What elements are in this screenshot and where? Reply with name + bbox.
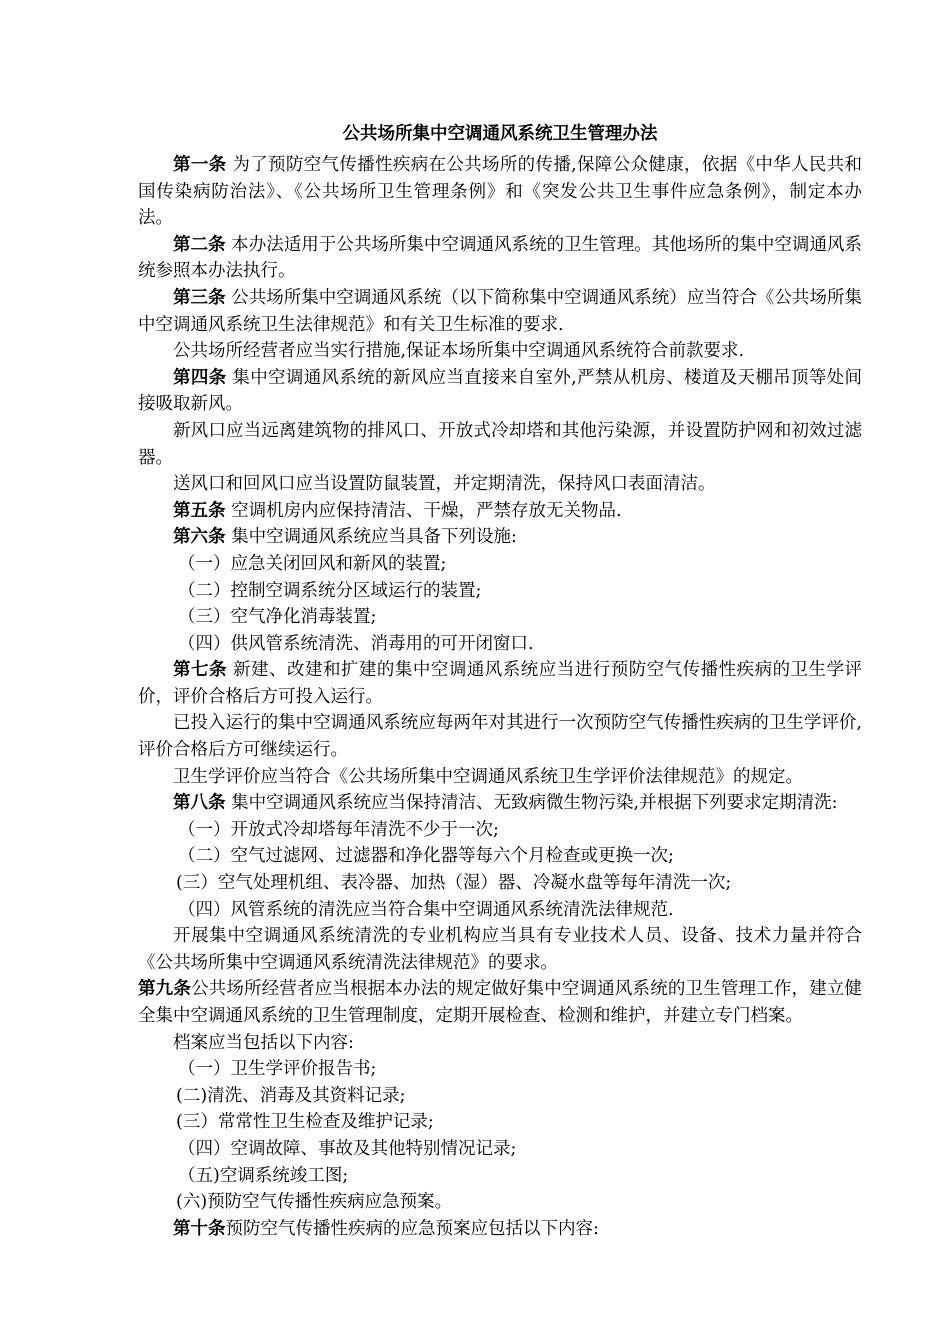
article-label: 第三条	[173, 287, 226, 308]
article-5	[138, 498, 862, 525]
article-text: 新建、改建和扩建的集中空调通风系统应当进行预防空气传播性疾病的卫生学评价，评价合格后方可投入运行。	[138, 660, 863, 707]
paragraph: 送风口和回风口应当设置防鼠装置，并定期清洗，保持风口表面清洁。	[173, 474, 716, 495]
article-label: 第七条	[173, 660, 227, 681]
paragraph: 开展集中空调通风系统清洗的专业机构应当具有专业技术人员、设备、技术力量并符合《公共场所集中空调通风系统清洗法律规范》的要求。	[138, 926, 862, 973]
list-item: （五)空调系统竣工图;	[178, 1165, 349, 1186]
list-item: （一）卫生学评价报告书;	[178, 1059, 377, 1080]
article-text: 本办法适用于公共场所集中空调通风系统的卫生管理。其他场所的集中空调通风系统参照本办法执行。	[138, 234, 863, 282]
paragraph: 卫生学评价应当符合《公共场所集中空调通风系统卫生学评价法律规范》的规定。	[173, 766, 803, 787]
article-text: 公共场所集中空调通风系统（以下简称集中空调通风系统）应当符合《公共场所集中空调通风系统卫生法律规范》和有关卫生标准的要求.	[138, 287, 863, 335]
article-6	[138, 524, 862, 551]
article-label: 第五条	[173, 500, 226, 521]
paragraph: 公共场所经营者应当实行措施,保证本场所集中空调通风系统符合前款要求.	[173, 341, 745, 362]
list-item: （四）供风管系统清洗、消毒用的可开闭窗口.	[178, 633, 534, 654]
article-text: 集中空调通风系统应当具备下列设施:	[225, 527, 517, 548]
list-item: （二）控制空调系统分区域运行的装置;	[178, 580, 482, 601]
list-item: (三）空气处理机组、表冷器、加热（湿）器、冷凝水盘等每年清洗一次;	[176, 873, 732, 894]
article-label: 第一条	[173, 155, 227, 175]
list-item: （三）空气净化消毒装置;	[178, 607, 377, 628]
article-10	[138, 1216, 862, 1243]
article-4	[138, 365, 862, 418]
article-label: 第二条	[173, 234, 226, 255]
document-title: 公共场所集中空调通风系统卫生管理办法	[342, 124, 658, 144]
list-item: (六)预防空气传播性疾病应急预案。	[176, 1192, 453, 1213]
list-item: (二)清洗、消毒及其资料记录;	[176, 1085, 406, 1106]
article-text: 空调机房内应保持清洁、干燥，严禁存放无关物品.	[225, 500, 622, 521]
article-text: 集中空调通风系统的新风应当直接来自室外,严禁从机房、楼道及天棚吊顶等处间接吸取新风。	[138, 367, 863, 415]
document-page	[138, 120, 862, 1242]
article-2	[138, 232, 862, 285]
paragraph: 新风口应当远离建筑物的排风口、开放式冷却塔和其他污染源，并设置防护网和初效过滤器。	[138, 420, 862, 468]
article-label: 第六条	[173, 527, 226, 548]
list-item: （四）风管系统的清洗应当符合集中空调通风系统清洗法律规范.	[178, 899, 674, 920]
article-label: 第九条	[138, 979, 191, 1000]
list-item: （一）开放式冷却塔每年清洗不少于一次;	[178, 819, 499, 840]
article-label: 第四条	[173, 367, 227, 388]
list-item: （二）空气过滤网、过滤器和净化器等每六个月检查或更换一次;	[178, 846, 674, 867]
article-1	[138, 152, 862, 232]
article-7	[138, 657, 862, 710]
article-text: 预防空气传播性疾病的应急预案应包括以下内容:	[225, 1218, 599, 1239]
article-text: 为了预防空气传播性疾病在公共场所的传播,保障公众健康，依据《中华人民共和国传染病防治法》、《公共场所卫生管理条例》和《突发公共卫生事件应急条例》，制定本办法。	[138, 155, 863, 229]
article-label: 第十条	[173, 1218, 226, 1239]
article-text: 集中空调通风系统应当保持清洁、无致病微生物污染,并根据下列要求定期清洗:	[225, 793, 838, 814]
article-label: 第八条	[173, 793, 226, 814]
article-3	[138, 285, 862, 338]
list-item: (三）常常性卫生检查及维护记录;	[176, 1112, 434, 1133]
paragraph: 已投入运行的集中空调通风系统应每两年对其进行一次预防空气传播性疾病的卫生学评价,评价合格后方可继续运行。	[138, 713, 862, 761]
article-8	[138, 790, 862, 817]
list-item: （四）空调故障、事故及其他特别情况记录;	[178, 1138, 517, 1159]
article-text: 公共场所经营者应当根据本办法的规定做好集中空调通风系统的卫生管理工作，建立健全集中空调通风系统的卫生管理制度，定期开展检查、检测和维护，并建立专门档案。	[138, 979, 863, 1026]
paragraph: 档案应当包括以下内容:	[173, 1032, 354, 1053]
list-item: （一）应急关闭回风和新风的装置;	[178, 553, 447, 574]
article-9	[138, 976, 862, 1029]
